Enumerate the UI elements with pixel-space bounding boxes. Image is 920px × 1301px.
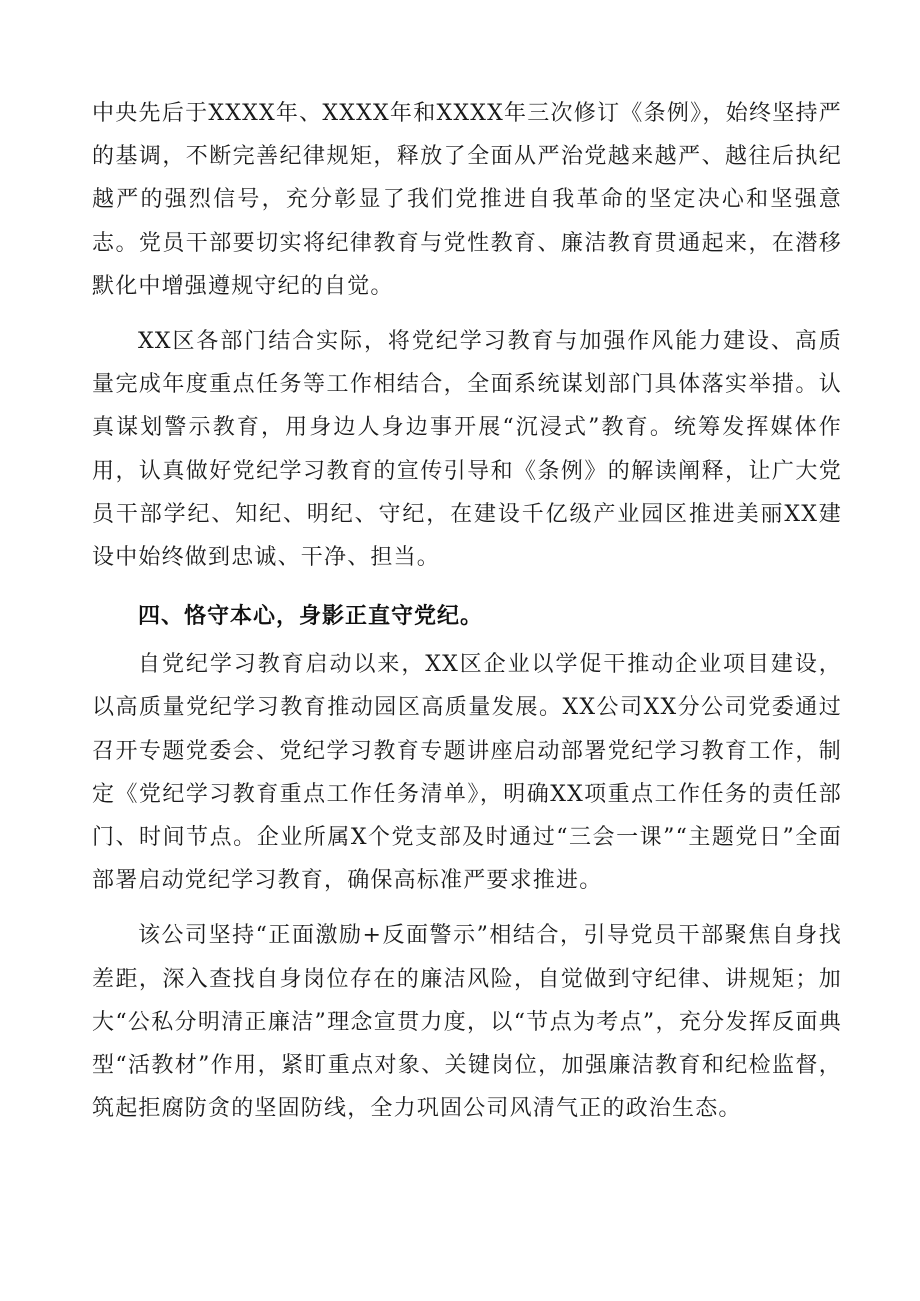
paragraph-enterprise: 自党纪学习教育启动以来，XX区企业以学促干推动企业项目建设，以高质量党纪学习教育推动园区高质量发展。XX公司XX分公司党委通过召开专题党委会、党纪学习教育专题讲座启动部署党纪学习教育工作，制定《党纪学习教育重点工作任务清单》，明确XX项重点工作任务的责任部门、时间节点。企业所属X个党支部及时通过“三会一课”“主题党日”全面部署启动党纪学习教育，确保高标准严要求推进。 — [92, 652, 842, 894]
document-body — [92, 92, 842, 1130]
paragraph-continued: 中央先后于XXXX年、XXXX年和XXXX年三次修订《条例》，始终坚持严的基调，不断完善纪律规矩，释放了全面从严治党越来越严、越往后执纪越严的强烈信号，充分彰显了我们党推进自我革命的坚定决心和坚强意志。党员干部要切实将纪律教育与党性教育、廉洁教育贯通起来，在潜移默化中增强遵规守纪的自觉。 — [92, 101, 842, 299]
section-heading: 四、恪守本心，身影正直守党纪。 — [138, 604, 484, 630]
paragraph-company: 该公司坚持“正面激励+反面警示”相结合，引导党员干部聚焦自身找差距，深入查找自身岗位存在的廉洁风险，自觉做到守纪律、讲规矩；加大“公私分明清正廉洁”理念宣贯力度，以“节点为考点”，充分发挥反面典型“活教材”作用，紧盯重点对象、关键岗位，加强廉洁教育和纪检监督，筑起拒腐防贪的坚固防线，全力巩固公司风清气正的政治生态。 — [92, 923, 842, 1122]
paragraph-gap — [92, 579, 842, 591]
paragraph-departments: XX区各部门结合实际，将党纪学习教育与加强作风能力建设、高质量完成年度重点任务等工作相结合，全面系统谋划部门具体落实举措。认真谋划警示教育，用身边人身边事开展“沉浸式”教育。统筹发挥媒体作用，认真做好党纪学习教育的宣传引导和《条例》的解读阐释，让广大党员干部学纪、知纪、明纪、守纪，在建设千亿级产业园区推进美丽XX建设中始终做到忠诚、干净、担当。 — [92, 329, 842, 571]
paragraph-gap — [92, 308, 842, 320]
paragraph-gap — [92, 902, 842, 914]
